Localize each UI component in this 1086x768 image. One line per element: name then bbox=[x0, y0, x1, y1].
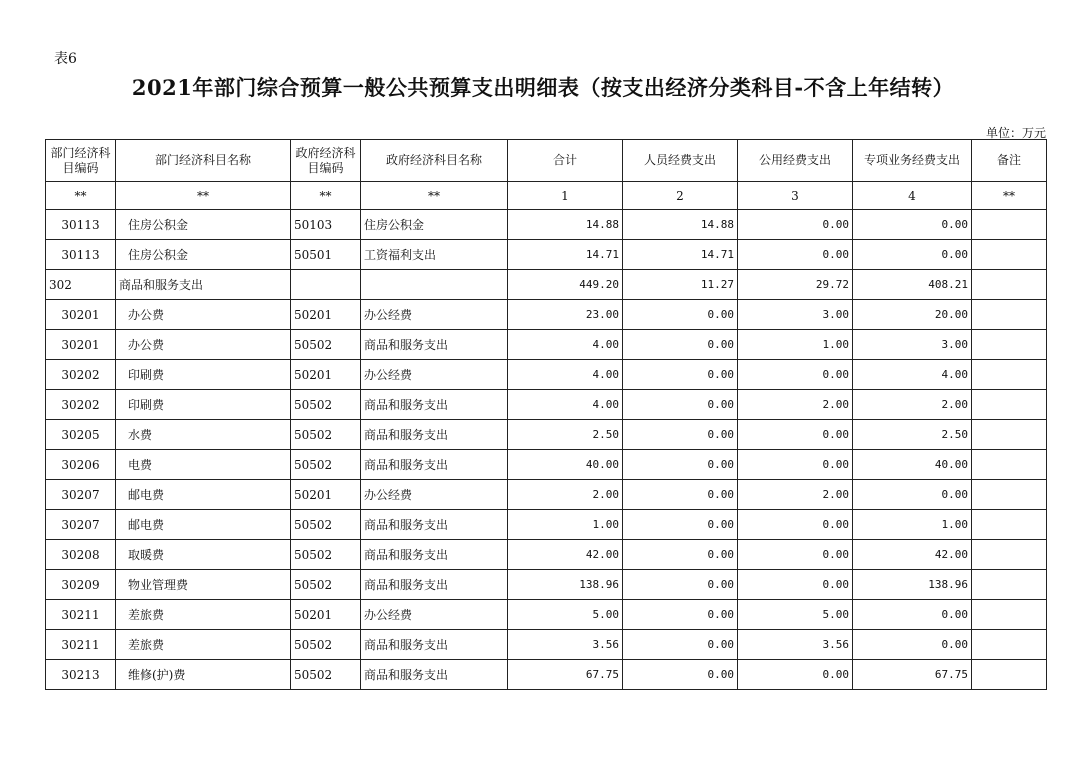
dept-code-cell: 30209 bbox=[46, 570, 116, 600]
total-cell: 14.71 bbox=[508, 240, 623, 270]
dept-name-cell: 邮电费 bbox=[116, 480, 291, 510]
gov-name-cell: 商品和服务支出 bbox=[361, 390, 508, 420]
special-cell: 42.00 bbox=[853, 540, 972, 570]
gov-name-cell: 商品和服务支出 bbox=[361, 660, 508, 690]
index-cell: ** bbox=[291, 182, 361, 210]
gov-code-cell: 50201 bbox=[291, 300, 361, 330]
header-gov-code: 政府经济科目编码 bbox=[291, 140, 361, 182]
header-dept-name: 部门经济科目名称 bbox=[116, 140, 291, 182]
index-row bbox=[46, 182, 1047, 210]
personnel-cell: 0.00 bbox=[623, 450, 738, 480]
table-row bbox=[46, 660, 1047, 690]
personnel-cell: 0.00 bbox=[623, 570, 738, 600]
gov-name-cell: 商品和服务支出 bbox=[361, 510, 508, 540]
index-cell: ** bbox=[361, 182, 508, 210]
public-cell: 0.00 bbox=[738, 450, 853, 480]
special-cell: 20.00 bbox=[853, 300, 972, 330]
dept-code-cell: 30213 bbox=[46, 660, 116, 690]
public-cell: 0.00 bbox=[738, 510, 853, 540]
note-cell bbox=[972, 270, 1047, 300]
total-cell: 2.00 bbox=[508, 480, 623, 510]
header-note: 备注 bbox=[972, 140, 1047, 182]
dept-name-cell: 印刷费 bbox=[116, 390, 291, 420]
gov-name-cell: 商品和服务支出 bbox=[361, 420, 508, 450]
public-cell: 2.00 bbox=[738, 390, 853, 420]
dept-name-cell: 水费 bbox=[116, 420, 291, 450]
personnel-cell: 0.00 bbox=[623, 360, 738, 390]
personnel-cell: 0.00 bbox=[623, 540, 738, 570]
personnel-cell: 0.00 bbox=[623, 600, 738, 630]
gov-name-cell: 商品和服务支出 bbox=[361, 330, 508, 360]
dept-name-cell: 物业管理费 bbox=[116, 570, 291, 600]
dept-name-cell: 住房公积金 bbox=[116, 210, 291, 240]
table-row bbox=[46, 540, 1047, 570]
total-cell: 2.50 bbox=[508, 420, 623, 450]
gov-name-cell: 住房公积金 bbox=[361, 210, 508, 240]
gov-code-cell: 50502 bbox=[291, 420, 361, 450]
note-cell bbox=[972, 510, 1047, 540]
dept-code-cell: 30205 bbox=[46, 420, 116, 450]
note-cell bbox=[972, 600, 1047, 630]
special-cell: 0.00 bbox=[853, 480, 972, 510]
total-cell: 1.00 bbox=[508, 510, 623, 540]
special-cell: 1.00 bbox=[853, 510, 972, 540]
special-cell: 0.00 bbox=[853, 210, 972, 240]
gov-name-cell: 办公经费 bbox=[361, 600, 508, 630]
gov-code-cell bbox=[291, 270, 361, 300]
note-cell bbox=[972, 540, 1047, 570]
table-row bbox=[46, 510, 1047, 540]
table-row bbox=[46, 330, 1047, 360]
dept-code-cell: 30113 bbox=[46, 210, 116, 240]
special-cell: 0.00 bbox=[853, 600, 972, 630]
note-cell bbox=[972, 450, 1047, 480]
gov-code-cell: 50502 bbox=[291, 330, 361, 360]
table-row bbox=[46, 630, 1047, 660]
note-cell bbox=[972, 360, 1047, 390]
dept-name-cell: 邮电费 bbox=[116, 510, 291, 540]
dept-code-cell: 30201 bbox=[46, 300, 116, 330]
gov-code-cell: 50502 bbox=[291, 450, 361, 480]
special-cell: 3.00 bbox=[853, 330, 972, 360]
public-cell: 0.00 bbox=[738, 360, 853, 390]
page-title: 2021年部门综合预算一般公共预算支出明细表（按支出经济分类科目-不含上年结转） bbox=[131, 75, 955, 100]
dept-name-cell: 取暖费 bbox=[116, 540, 291, 570]
total-cell: 138.96 bbox=[508, 570, 623, 600]
personnel-cell: 0.00 bbox=[623, 480, 738, 510]
header-special: 专项业务经费支出 bbox=[853, 140, 972, 182]
personnel-cell: 0.00 bbox=[623, 630, 738, 660]
header-dept-code: 部门经济科目编码 bbox=[46, 140, 116, 182]
gov-code-cell: 50201 bbox=[291, 360, 361, 390]
gov-name-cell: 商品和服务支出 bbox=[361, 540, 508, 570]
gov-name-cell: 办公经费 bbox=[361, 300, 508, 330]
header-gov-name: 政府经济科目名称 bbox=[361, 140, 508, 182]
gov-name-cell: 商品和服务支出 bbox=[361, 450, 508, 480]
table-row bbox=[46, 480, 1047, 510]
table-row bbox=[46, 210, 1047, 240]
gov-code-cell: 50502 bbox=[291, 630, 361, 660]
dept-code-cell: 30202 bbox=[46, 360, 116, 390]
total-cell: 3.56 bbox=[508, 630, 623, 660]
gov-name-cell: 办公经费 bbox=[361, 480, 508, 510]
special-cell: 138.96 bbox=[853, 570, 972, 600]
gov-code-cell: 50502 bbox=[291, 510, 361, 540]
gov-code-cell: 50103 bbox=[291, 210, 361, 240]
total-cell: 4.00 bbox=[508, 330, 623, 360]
dept-name-cell: 印刷费 bbox=[116, 360, 291, 390]
total-cell: 14.88 bbox=[508, 210, 623, 240]
table-number: 表6 bbox=[54, 51, 77, 67]
table-row bbox=[46, 360, 1047, 390]
total-cell: 23.00 bbox=[508, 300, 623, 330]
dept-name-cell: 办公费 bbox=[116, 300, 291, 330]
gov-code-cell: 50501 bbox=[291, 240, 361, 270]
dept-code-cell: 30206 bbox=[46, 450, 116, 480]
dept-code-cell: 30207 bbox=[46, 510, 116, 540]
table-row bbox=[46, 240, 1047, 270]
table-row bbox=[46, 390, 1047, 420]
public-cell: 3.56 bbox=[738, 630, 853, 660]
personnel-cell: 0.00 bbox=[623, 660, 738, 690]
total-cell: 4.00 bbox=[508, 390, 623, 420]
note-cell bbox=[972, 300, 1047, 330]
public-cell: 2.00 bbox=[738, 480, 853, 510]
personnel-cell: 14.88 bbox=[623, 210, 738, 240]
public-cell: 3.00 bbox=[738, 300, 853, 330]
special-cell: 67.75 bbox=[853, 660, 972, 690]
personnel-cell: 0.00 bbox=[623, 330, 738, 360]
table-row bbox=[46, 450, 1047, 480]
personnel-cell: 0.00 bbox=[623, 390, 738, 420]
table-row bbox=[46, 300, 1047, 330]
gov-code-cell: 50502 bbox=[291, 390, 361, 420]
personnel-cell: 0.00 bbox=[623, 300, 738, 330]
gov-name-cell bbox=[361, 270, 508, 300]
index-cell: 1 bbox=[508, 182, 623, 210]
index-cell: ** bbox=[972, 182, 1047, 210]
index-cell: ** bbox=[46, 182, 116, 210]
gov-name-cell: 办公经费 bbox=[361, 360, 508, 390]
gov-code-cell: 50502 bbox=[291, 540, 361, 570]
dept-name-cell: 商品和服务支出 bbox=[116, 270, 291, 300]
public-cell: 1.00 bbox=[738, 330, 853, 360]
note-cell bbox=[972, 570, 1047, 600]
note-cell bbox=[972, 630, 1047, 660]
dept-code-cell: 30202 bbox=[46, 390, 116, 420]
dept-name-cell: 电费 bbox=[116, 450, 291, 480]
dept-code-cell: 30208 bbox=[46, 540, 116, 570]
note-cell bbox=[972, 480, 1047, 510]
total-cell: 67.75 bbox=[508, 660, 623, 690]
note-cell bbox=[972, 240, 1047, 270]
index-cell: 3 bbox=[738, 182, 853, 210]
dept-code-cell: 30211 bbox=[46, 630, 116, 660]
table-row bbox=[46, 270, 1047, 300]
dept-name-cell: 维修(护)费 bbox=[116, 660, 291, 690]
note-cell bbox=[972, 660, 1047, 690]
header-row bbox=[46, 140, 1047, 182]
public-cell: 0.00 bbox=[738, 540, 853, 570]
personnel-cell: 0.00 bbox=[623, 420, 738, 450]
unit-label: 单位：万元 bbox=[985, 126, 1046, 140]
dept-code-cell: 30113 bbox=[46, 240, 116, 270]
personnel-cell: 11.27 bbox=[623, 270, 738, 300]
special-cell: 0.00 bbox=[853, 240, 972, 270]
dept-name-cell: 办公费 bbox=[116, 330, 291, 360]
personnel-cell: 14.71 bbox=[623, 240, 738, 270]
dept-name-cell: 住房公积金 bbox=[116, 240, 291, 270]
special-cell: 4.00 bbox=[853, 360, 972, 390]
table-row bbox=[46, 420, 1047, 450]
special-cell: 2.00 bbox=[853, 390, 972, 420]
public-cell: 29.72 bbox=[738, 270, 853, 300]
budget-table bbox=[45, 139, 1047, 690]
public-cell: 0.00 bbox=[738, 240, 853, 270]
header-total: 合计 bbox=[508, 140, 623, 182]
special-cell: 2.50 bbox=[853, 420, 972, 450]
gov-code-cell: 50201 bbox=[291, 480, 361, 510]
dept-code-cell: 30207 bbox=[46, 480, 116, 510]
table-row bbox=[46, 600, 1047, 630]
total-cell: 40.00 bbox=[508, 450, 623, 480]
index-cell: 2 bbox=[623, 182, 738, 210]
table-row bbox=[46, 570, 1047, 600]
public-cell: 0.00 bbox=[738, 210, 853, 240]
note-cell bbox=[972, 210, 1047, 240]
gov-code-cell: 50502 bbox=[291, 570, 361, 600]
total-cell: 42.00 bbox=[508, 540, 623, 570]
dept-code-cell: 302 bbox=[46, 270, 116, 300]
note-cell bbox=[972, 390, 1047, 420]
dept-code-cell: 30211 bbox=[46, 600, 116, 630]
personnel-cell: 0.00 bbox=[623, 510, 738, 540]
header-personnel: 人员经费支出 bbox=[623, 140, 738, 182]
header-public: 公用经费支出 bbox=[738, 140, 853, 182]
special-cell: 40.00 bbox=[853, 450, 972, 480]
note-cell bbox=[972, 330, 1047, 360]
special-cell: 408.21 bbox=[853, 270, 972, 300]
dept-name-cell: 差旅费 bbox=[116, 600, 291, 630]
dept-code-cell: 30201 bbox=[46, 330, 116, 360]
public-cell: 0.00 bbox=[738, 420, 853, 450]
total-cell: 5.00 bbox=[508, 600, 623, 630]
total-cell: 4.00 bbox=[508, 360, 623, 390]
public-cell: 0.00 bbox=[738, 660, 853, 690]
index-cell: ** bbox=[116, 182, 291, 210]
gov-code-cell: 50502 bbox=[291, 660, 361, 690]
gov-name-cell: 商品和服务支出 bbox=[361, 630, 508, 660]
public-cell: 5.00 bbox=[738, 600, 853, 630]
total-cell: 449.20 bbox=[508, 270, 623, 300]
gov-name-cell: 工资福利支出 bbox=[361, 240, 508, 270]
index-cell: 4 bbox=[853, 182, 972, 210]
dept-name-cell: 差旅费 bbox=[116, 630, 291, 660]
note-cell bbox=[972, 420, 1047, 450]
gov-code-cell: 50201 bbox=[291, 600, 361, 630]
special-cell: 0.00 bbox=[853, 630, 972, 660]
gov-name-cell: 商品和服务支出 bbox=[361, 570, 508, 600]
public-cell: 0.00 bbox=[738, 570, 853, 600]
